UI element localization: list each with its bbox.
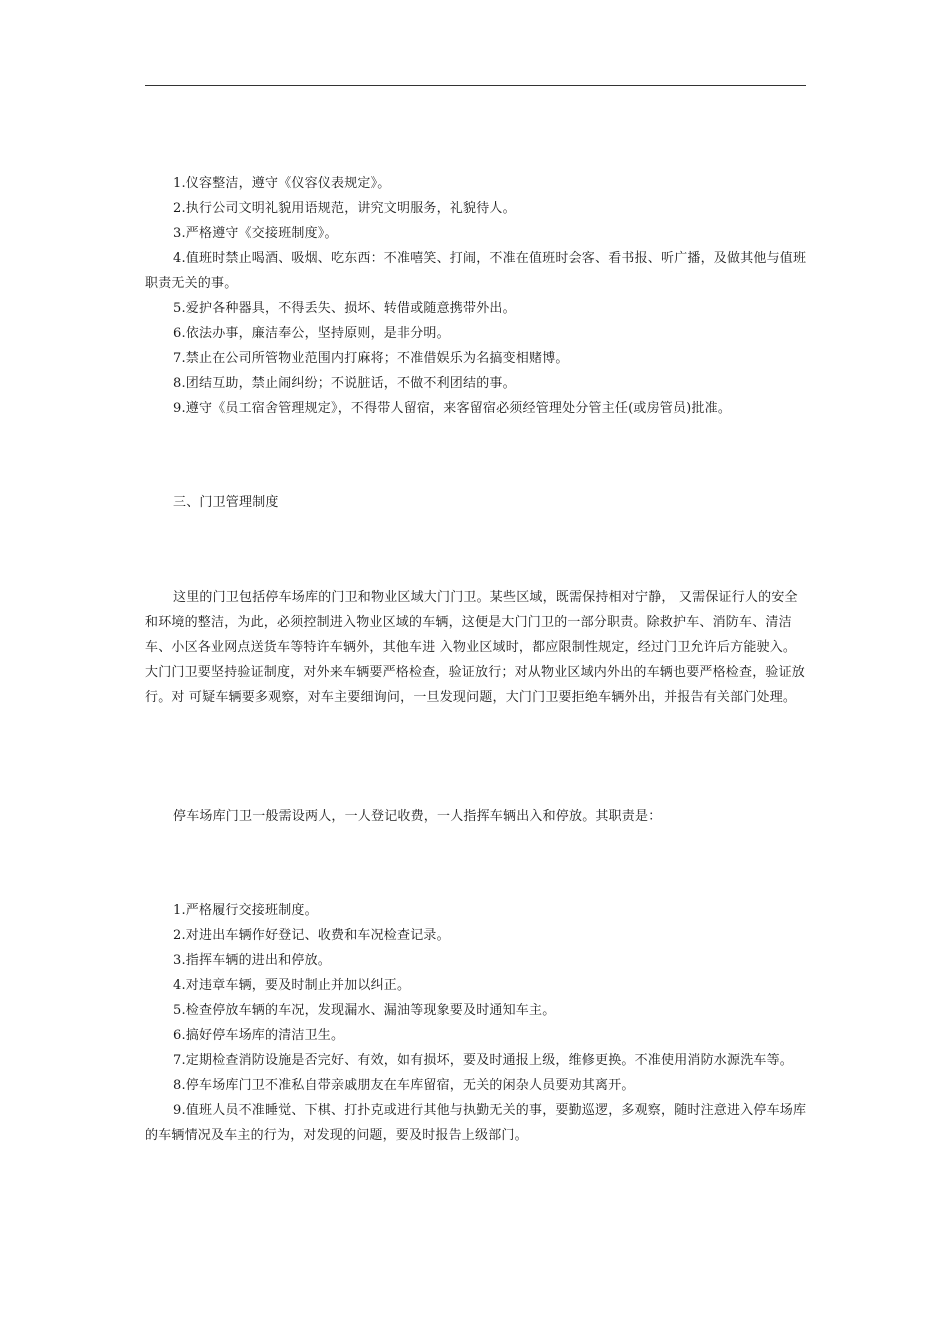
header-rule (145, 85, 806, 86)
list-item: 5.检查停放车辆的车况，发现漏水、漏油等现象要及时通知车主。 (173, 1003, 556, 1018)
list-item: 9.遵守《员工宿舍管理规定》，不得带人留宿，来客留宿必须经管理处分管主任(或房管员)批准。 (173, 401, 732, 416)
list-item: 1.严格履行交接班制度。 (173, 903, 318, 918)
list-item: 3.指挥车辆的进出和停放。 (173, 953, 332, 968)
list-item: 4.值班时禁止喝酒、吸烟、吃东西：不准嘻笑、打闹，不准在值班时会客、看书报、听广播，及做其他与值班职责无关的事。 (145, 251, 807, 291)
list-item: 6.搞好停车场库的清洁卫生。 (173, 1028, 345, 1043)
list-item: 1.仪容整洁，遵守《仪容仪表规定》。 (173, 176, 391, 191)
list-item: 6.依法办事，廉洁奉公，坚持原则，是非分明。 (173, 326, 450, 341)
list-item: 3.严格遵守《交接班制度》。 (173, 226, 338, 241)
parking-intro: 停车场库门卫一般需设两人，一人登记收费，一人指挥车辆出入和停放。其职责是： (173, 809, 662, 824)
list-item: 8.团结互助，禁止闹纠纷；不说脏话，不做不利团结的事。 (173, 376, 516, 391)
rules-list (145, 171, 807, 421)
list-item: 2.执行公司文明礼貌用语规范，讲究文明服务，礼貌待人。 (173, 201, 516, 216)
list-item: 8.停车场库门卫不准私自带亲戚朋友在车库留宿，无关的闲杂人员要劝其离开。 (173, 1078, 635, 1093)
intro-paragraph: 这里的门卫包括停车场库的门卫和物业区域大门门卫。某些区域，既需保持相对宁静， 又需保证行人的安全和环境的整洁，为此，必须控制进入物业区域的车辆，这便是大门门卫的一部分职责。除救护车、消防车、清洁车、小区各业网点送货车等特许车辆外，其他车进 入物业区域时，都应限制性规定，经过门卫允许后方能驶入。大门门卫要坚持验证制度，对外来车辆要严格检查，验证放行；对从物业区域内外出的车辆也要严格检查，验证放行。对 可疑车辆要多观察，对车主要细询问，一旦发现问题，大门门卫要拒绝车辆外出，并报告有关部门处理。 (145, 590, 806, 705)
list-item: 7.定期检查消防设施是否完好、有效，如有损坏，要及时通报上级，维修更换。不准使用消防水源洗车等。 (173, 1053, 794, 1068)
list-item: 2.对进出车辆作好登记、收费和车况检查记录。 (173, 928, 450, 943)
duties-list (145, 898, 807, 1148)
list-item: 9.值班人员不准睡觉、下棋、打扑克或进行其他与执勤无关的事，要勤巡逻，多观察，随时注意进入停车场库的车辆情况及车主的行为，对发现的问题，要及时报告上级部门。 (145, 1103, 807, 1143)
list-item: 7.禁止在公司所管物业范围内打麻将；不准借娱乐为名搞变相赌博。 (173, 351, 569, 366)
list-item: 4.对违章车辆，要及时制止并加以纠正。 (173, 978, 411, 993)
section-heading: 三、门卫管理制度 (173, 495, 279, 510)
list-item: 5.爱护各种器具，不得丢失、损坏、转借或随意携带外出。 (173, 301, 516, 316)
